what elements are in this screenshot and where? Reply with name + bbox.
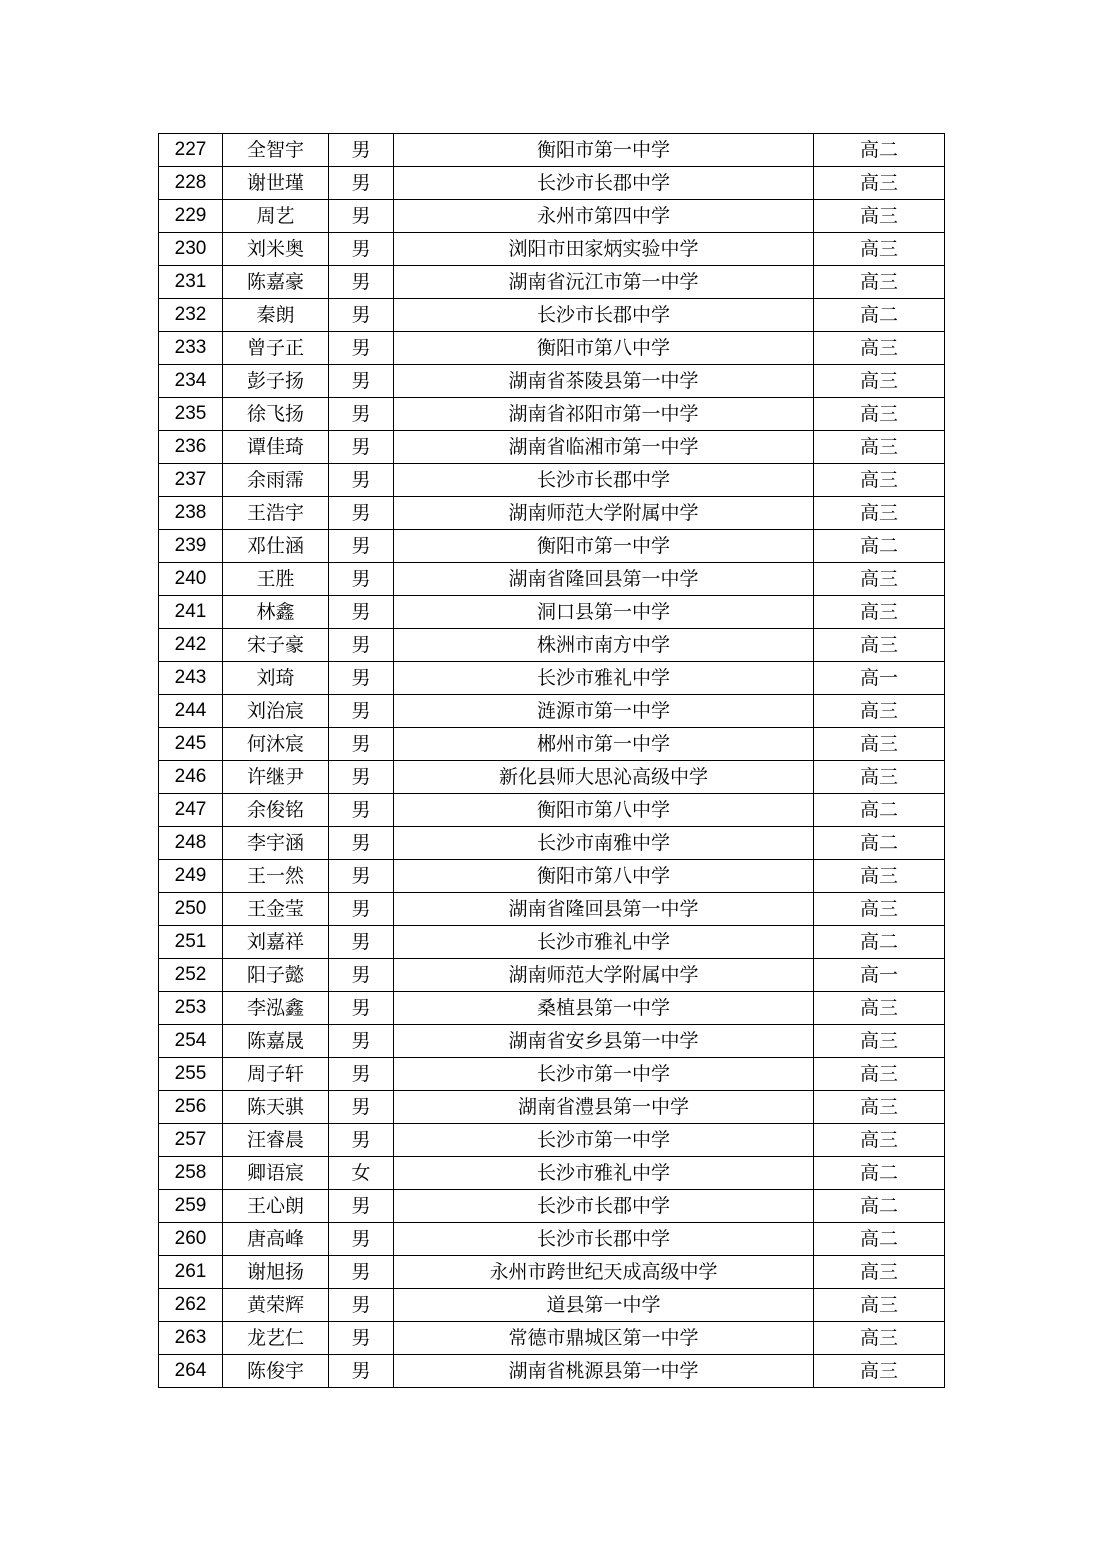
table-row: [159, 365, 945, 398]
cell-grade: 高三: [814, 398, 945, 431]
cell-school: 长沙市第一中学: [394, 1124, 814, 1157]
cell-number: 251: [159, 926, 223, 959]
cell-number: 254: [159, 1025, 223, 1058]
cell-gender: 男: [329, 464, 394, 497]
cell-grade: 高三: [814, 1322, 945, 1355]
cell-grade: 高三: [814, 167, 945, 200]
cell-gender: 男: [329, 497, 394, 530]
table-row: [159, 200, 945, 233]
cell-school: 衡阳市第八中学: [394, 860, 814, 893]
cell-number: 247: [159, 794, 223, 827]
cell-school: 长沙市长郡中学: [394, 464, 814, 497]
cell-gender: 男: [329, 1025, 394, 1058]
cell-school: 洞口县第一中学: [394, 596, 814, 629]
cell-number: 227: [159, 134, 223, 167]
cell-student-name: 谢旭扬: [223, 1256, 329, 1289]
cell-number: 241: [159, 596, 223, 629]
table-row: [159, 1322, 945, 1355]
cell-gender: 男: [329, 596, 394, 629]
table-row: [159, 992, 945, 1025]
cell-student-name: 王金莹: [223, 893, 329, 926]
cell-student-name: 徐飞扬: [223, 398, 329, 431]
cell-number: 245: [159, 728, 223, 761]
cell-student-name: 刘治宸: [223, 695, 329, 728]
table-row: [159, 827, 945, 860]
cell-number: 260: [159, 1223, 223, 1256]
cell-gender: 男: [329, 728, 394, 761]
cell-student-name: 李泓鑫: [223, 992, 329, 1025]
cell-school: 湖南师范大学附属中学: [394, 959, 814, 992]
cell-gender: 男: [329, 992, 394, 1025]
cell-number: 246: [159, 761, 223, 794]
cell-grade: 高三: [814, 893, 945, 926]
cell-school: 长沙市雅礼中学: [394, 662, 814, 695]
cell-grade: 高二: [814, 794, 945, 827]
cell-gender: 男: [329, 860, 394, 893]
table-row: [159, 233, 945, 266]
cell-school: 长沙市第一中学: [394, 1058, 814, 1091]
cell-student-name: 王胜: [223, 563, 329, 596]
cell-number: 244: [159, 695, 223, 728]
cell-grade: 高二: [814, 1157, 945, 1190]
cell-grade: 高三: [814, 1025, 945, 1058]
cell-number: 255: [159, 1058, 223, 1091]
cell-school: 长沙市长郡中学: [394, 1190, 814, 1223]
cell-number: 257: [159, 1124, 223, 1157]
table-row: [159, 530, 945, 563]
cell-number: 228: [159, 167, 223, 200]
table-row: [159, 728, 945, 761]
cell-gender: 女: [329, 1157, 394, 1190]
cell-student-name: 何沐宸: [223, 728, 329, 761]
cell-gender: 男: [329, 662, 394, 695]
cell-school: 涟源市第一中学: [394, 695, 814, 728]
cell-student-name: 陈嘉豪: [223, 266, 329, 299]
table-row: [159, 134, 945, 167]
cell-gender: 男: [329, 794, 394, 827]
cell-student-name: 阳子懿: [223, 959, 329, 992]
cell-school: 永州市第四中学: [394, 200, 814, 233]
cell-grade: 高三: [814, 464, 945, 497]
cell-gender: 男: [329, 827, 394, 860]
cell-school: 长沙市南雅中学: [394, 827, 814, 860]
cell-student-name: 周子轩: [223, 1058, 329, 1091]
cell-school: 湖南省茶陵县第一中学: [394, 365, 814, 398]
cell-number: 238: [159, 497, 223, 530]
cell-student-name: 陈天骐: [223, 1091, 329, 1124]
cell-gender: 男: [329, 1355, 394, 1388]
cell-gender: 男: [329, 332, 394, 365]
table-row: [159, 497, 945, 530]
roster-table-body: [159, 134, 945, 1388]
cell-student-name: 龙艺仁: [223, 1322, 329, 1355]
cell-grade: 高二: [814, 1190, 945, 1223]
table-row: [159, 1157, 945, 1190]
table-row: [159, 959, 945, 992]
student-roster-table: [158, 133, 945, 1388]
cell-school: 长沙市雅礼中学: [394, 1157, 814, 1190]
cell-school: 新化县师大思沁高级中学: [394, 761, 814, 794]
cell-school: 湖南省祁阳市第一中学: [394, 398, 814, 431]
cell-grade: 高二: [814, 299, 945, 332]
cell-number: 256: [159, 1091, 223, 1124]
cell-gender: 男: [329, 266, 394, 299]
cell-school: 长沙市长郡中学: [394, 299, 814, 332]
cell-school: 湖南省沅江市第一中学: [394, 266, 814, 299]
cell-grade: 高二: [814, 530, 945, 563]
cell-grade: 高三: [814, 1256, 945, 1289]
cell-school: 湖南省隆回县第一中学: [394, 563, 814, 596]
cell-grade: 高三: [814, 563, 945, 596]
cell-gender: 男: [329, 629, 394, 662]
cell-student-name: 林鑫: [223, 596, 329, 629]
table-row: [159, 431, 945, 464]
cell-grade: 高二: [814, 1223, 945, 1256]
cell-gender: 男: [329, 1190, 394, 1223]
table-row: [159, 332, 945, 365]
cell-school: 桑植县第一中学: [394, 992, 814, 1025]
cell-student-name: 邓仕涵: [223, 530, 329, 563]
cell-school: 湖南省隆回县第一中学: [394, 893, 814, 926]
cell-student-name: 余俊铭: [223, 794, 329, 827]
cell-school: 常德市鼎城区第一中学: [394, 1322, 814, 1355]
cell-student-name: 周艺: [223, 200, 329, 233]
cell-gender: 男: [329, 1091, 394, 1124]
table-row: [159, 1058, 945, 1091]
cell-student-name: 王一然: [223, 860, 329, 893]
table-row: [159, 1256, 945, 1289]
cell-school: 衡阳市第一中学: [394, 134, 814, 167]
cell-gender: 男: [329, 959, 394, 992]
table-row: [159, 794, 945, 827]
cell-student-name: 汪睿晨: [223, 1124, 329, 1157]
cell-grade: 高三: [814, 695, 945, 728]
cell-school: 衡阳市第一中学: [394, 530, 814, 563]
cell-number: 232: [159, 299, 223, 332]
cell-grade: 高二: [814, 134, 945, 167]
cell-gender: 男: [329, 761, 394, 794]
cell-grade: 高三: [814, 596, 945, 629]
cell-school: 衡阳市第八中学: [394, 794, 814, 827]
cell-number: 231: [159, 266, 223, 299]
cell-grade: 高三: [814, 1091, 945, 1124]
cell-gender: 男: [329, 1322, 394, 1355]
cell-student-name: 陈嘉晟: [223, 1025, 329, 1058]
cell-grade: 高三: [814, 629, 945, 662]
cell-grade: 高三: [814, 332, 945, 365]
cell-grade: 高三: [814, 761, 945, 794]
cell-grade: 高三: [814, 233, 945, 266]
cell-number: 262: [159, 1289, 223, 1322]
cell-grade: 高三: [814, 266, 945, 299]
cell-grade: 高三: [814, 431, 945, 464]
cell-gender: 男: [329, 1223, 394, 1256]
cell-number: 243: [159, 662, 223, 695]
cell-number: 236: [159, 431, 223, 464]
table-row: [159, 299, 945, 332]
cell-number: 235: [159, 398, 223, 431]
cell-student-name: 秦朗: [223, 299, 329, 332]
cell-school: 长沙市雅礼中学: [394, 926, 814, 959]
cell-number: 233: [159, 332, 223, 365]
cell-grade: 高三: [814, 860, 945, 893]
table-row: [159, 266, 945, 299]
cell-student-name: 余雨霈: [223, 464, 329, 497]
cell-number: 263: [159, 1322, 223, 1355]
cell-grade: 高三: [814, 1289, 945, 1322]
cell-school: 湖南省临湘市第一中学: [394, 431, 814, 464]
cell-grade: 高三: [814, 1058, 945, 1091]
table-row: [159, 167, 945, 200]
cell-grade: 高三: [814, 365, 945, 398]
cell-student-name: 全智宇: [223, 134, 329, 167]
table-row: [159, 1223, 945, 1256]
table-row: [159, 1355, 945, 1388]
table-row: [159, 464, 945, 497]
cell-number: 249: [159, 860, 223, 893]
cell-school: 郴州市第一中学: [394, 728, 814, 761]
cell-gender: 男: [329, 167, 394, 200]
cell-student-name: 王浩宇: [223, 497, 329, 530]
cell-number: 239: [159, 530, 223, 563]
cell-number: 242: [159, 629, 223, 662]
table-row: [159, 926, 945, 959]
cell-number: 240: [159, 563, 223, 596]
cell-gender: 男: [329, 431, 394, 464]
cell-number: 250: [159, 893, 223, 926]
cell-gender: 男: [329, 200, 394, 233]
table-row: [159, 893, 945, 926]
table-row: [159, 563, 945, 596]
cell-student-name: 刘琦: [223, 662, 329, 695]
cell-student-name: 黄荣辉: [223, 1289, 329, 1322]
cell-grade: 高二: [814, 926, 945, 959]
cell-grade: 高三: [814, 992, 945, 1025]
cell-gender: 男: [329, 893, 394, 926]
cell-gender: 男: [329, 365, 394, 398]
cell-number: 229: [159, 200, 223, 233]
cell-number: 248: [159, 827, 223, 860]
cell-gender: 男: [329, 1256, 394, 1289]
cell-grade: 高三: [814, 1124, 945, 1157]
cell-school: 株洲市南方中学: [394, 629, 814, 662]
table-row: [159, 629, 945, 662]
cell-gender: 男: [329, 134, 394, 167]
cell-student-name: 谢世瑾: [223, 167, 329, 200]
cell-school: 长沙市长郡中学: [394, 1223, 814, 1256]
cell-grade: 高一: [814, 959, 945, 992]
cell-number: 253: [159, 992, 223, 1025]
cell-school: 永州市跨世纪天成高级中学: [394, 1256, 814, 1289]
cell-gender: 男: [329, 563, 394, 596]
cell-gender: 男: [329, 1058, 394, 1091]
cell-student-name: 卿语宸: [223, 1157, 329, 1190]
cell-grade: 高一: [814, 662, 945, 695]
table-row: [159, 1190, 945, 1223]
cell-school: 衡阳市第八中学: [394, 332, 814, 365]
table-row: [159, 860, 945, 893]
cell-student-name: 谭佳琦: [223, 431, 329, 464]
cell-number: 237: [159, 464, 223, 497]
cell-student-name: 刘米奥: [223, 233, 329, 266]
cell-gender: 男: [329, 233, 394, 266]
cell-student-name: 唐高峰: [223, 1223, 329, 1256]
cell-student-name: 宋子豪: [223, 629, 329, 662]
cell-gender: 男: [329, 398, 394, 431]
cell-number: 230: [159, 233, 223, 266]
cell-student-name: 刘嘉祥: [223, 926, 329, 959]
cell-student-name: 李宇涵: [223, 827, 329, 860]
cell-gender: 男: [329, 926, 394, 959]
cell-school: 湖南省桃源县第一中学: [394, 1355, 814, 1388]
cell-student-name: 陈俊宇: [223, 1355, 329, 1388]
cell-grade: 高三: [814, 1355, 945, 1388]
cell-student-name: 彭子扬: [223, 365, 329, 398]
cell-grade: 高三: [814, 200, 945, 233]
cell-grade: 高二: [814, 827, 945, 860]
cell-number: 261: [159, 1256, 223, 1289]
cell-gender: 男: [329, 1124, 394, 1157]
cell-number: 259: [159, 1190, 223, 1223]
cell-grade: 高三: [814, 497, 945, 530]
cell-school: 湖南省澧县第一中学: [394, 1091, 814, 1124]
cell-school: 湖南省安乡县第一中学: [394, 1025, 814, 1058]
cell-number: 264: [159, 1355, 223, 1388]
table-row: [159, 1025, 945, 1058]
table-row: [159, 761, 945, 794]
cell-gender: 男: [329, 299, 394, 332]
table-row: [159, 662, 945, 695]
cell-grade: 高三: [814, 728, 945, 761]
table-row: [159, 398, 945, 431]
table-row: [159, 1289, 945, 1322]
table-row: [159, 596, 945, 629]
cell-school: 道县第一中学: [394, 1289, 814, 1322]
cell-student-name: 王心朗: [223, 1190, 329, 1223]
table-row: [159, 695, 945, 728]
cell-number: 258: [159, 1157, 223, 1190]
table-row: [159, 1091, 945, 1124]
cell-school: 湖南师范大学附属中学: [394, 497, 814, 530]
cell-gender: 男: [329, 530, 394, 563]
cell-gender: 男: [329, 1289, 394, 1322]
cell-school: 浏阳市田家炳实验中学: [394, 233, 814, 266]
cell-student-name: 许继尹: [223, 761, 329, 794]
cell-school: 长沙市长郡中学: [394, 167, 814, 200]
cell-number: 234: [159, 365, 223, 398]
cell-number: 252: [159, 959, 223, 992]
cell-gender: 男: [329, 695, 394, 728]
cell-student-name: 曾子正: [223, 332, 329, 365]
table-row: [159, 1124, 945, 1157]
